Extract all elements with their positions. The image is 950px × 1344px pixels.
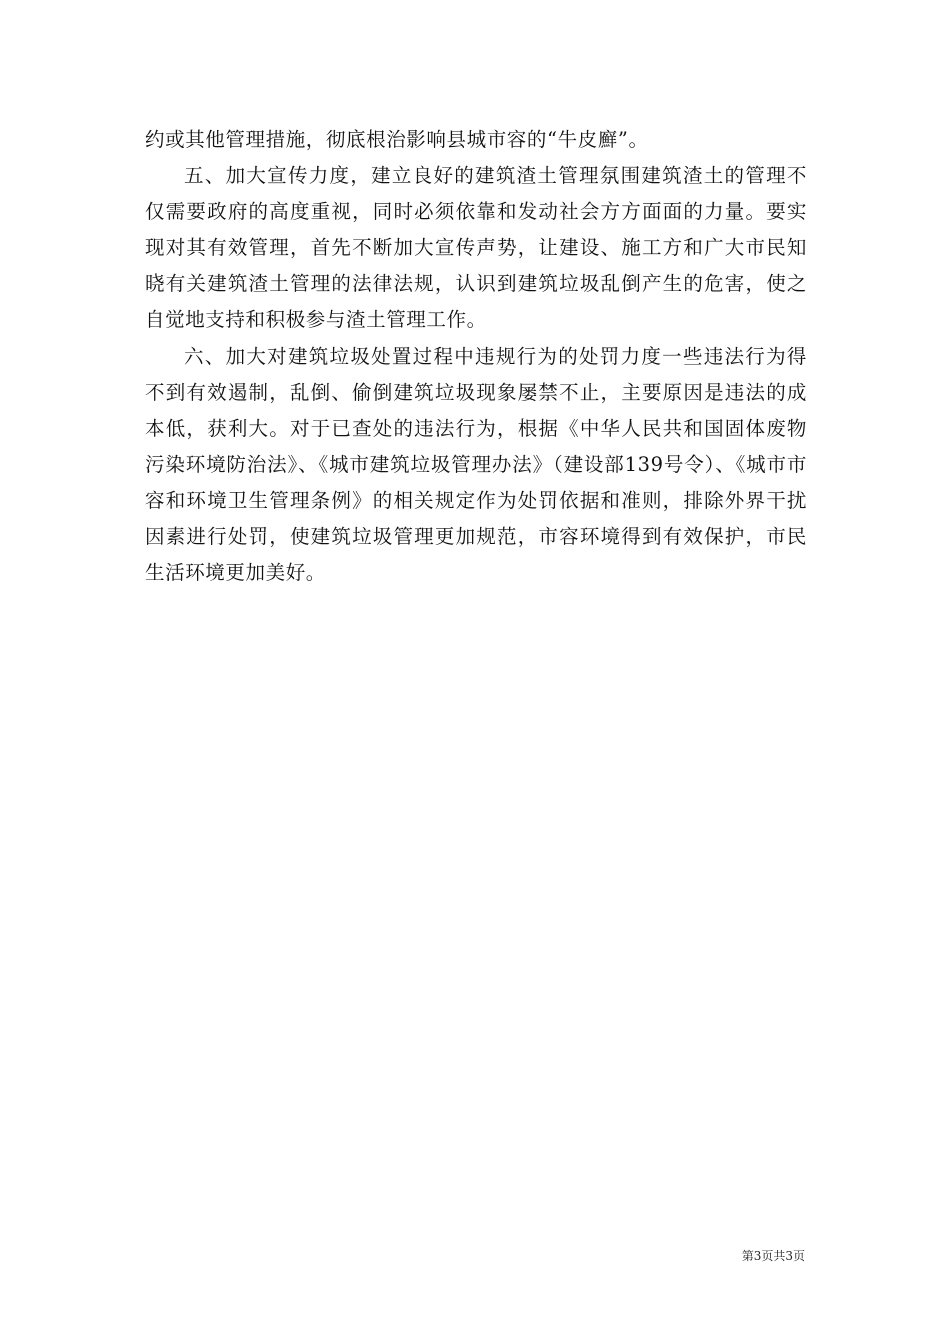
page-number-footer: 第3页共3页 xyxy=(741,1249,805,1263)
paragraph-section-five: 五、加大宣传力度，建立良好的建筑渣土管理氛围建筑渣土的管理不仅需要政府的高度重视，同时必须依靠和发动社会方方面面的力量。要实现对其有效管理，首先不断加大宣传声势，让建设、施工方和广大市民知晓有关建筑渣土管理的法律法规，认识到建筑垃圾乱倒产生的危害，使之自觉地支持和积极参与渣土管理工作。 xyxy=(145,164,807,332)
document-body xyxy=(145,122,807,591)
paragraph-section-six: 六、加大对建筑垃圾处置过程中违规行为的处罚力度一些违法行为得不到有效遏制，乱倒、偷倒建筑垃圾现象屡禁不止，主要原因是违法的成本低，获利大。对于已查处的违法行为，根据《中华人民共和国固体废物污染环境防治法》、《城市建筑垃圾管理办法》（建设部139号令）、《城市市容和环境卫生管理条例》的相关规定作为处罚依据和准则，排除外界干扰因素进行处罚，使建筑垃圾管理更加规范，市容环境得到有效保护，市民生活环境更加美好。 xyxy=(145,344,807,585)
paragraph-continuation: 约或其他管理措施，彻底根治影响县城市容的“牛皮廯”。 xyxy=(145,128,649,151)
